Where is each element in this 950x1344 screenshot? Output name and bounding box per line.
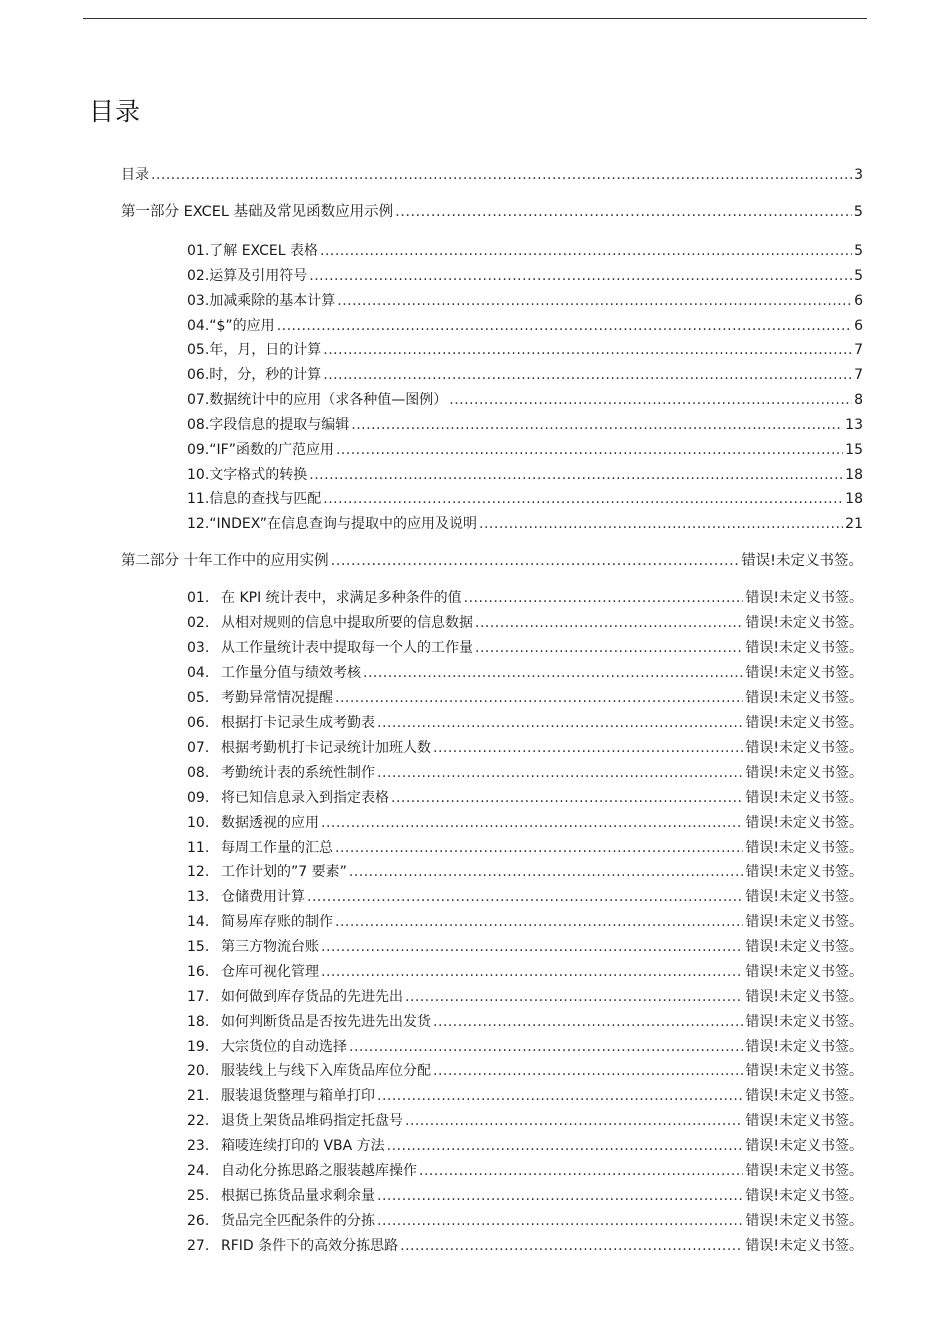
toc-entry[interactable]: [187, 986, 863, 1008]
toc-entry-number: 12.: [187, 864, 210, 880]
toc-leader-dots: [387, 1138, 744, 1154]
toc-entry-label: [187, 712, 375, 732]
toc-leader-dots: [335, 914, 743, 930]
toc-entry-title: 箱唛连续打印的 VBA 方法: [221, 1138, 385, 1154]
toc-entry[interactable]: [187, 637, 863, 659]
toc-entry[interactable]: [187, 488, 863, 510]
toc-leader-dots: [309, 268, 852, 284]
toc-entry[interactable]: [187, 315, 863, 337]
toc-entry-title: 01.了解 EXCEL 表格: [187, 243, 319, 259]
toc-entry-title: 数据透视的应用: [221, 815, 319, 831]
toc-entry-label: [187, 1036, 347, 1056]
toc-leader-dots: [405, 1113, 743, 1129]
toc-entry-title: 货品完全匹配条件的分拣: [221, 1213, 375, 1229]
toc-leader-dots: [475, 640, 743, 656]
toc-heading: 目录: [89, 97, 142, 126]
toc-entry[interactable]: [187, 464, 863, 486]
toc-leader-dots: [377, 1088, 743, 1104]
toc-entry-title: 09.“IF”函数的广范应用: [187, 442, 334, 458]
toc-entry-page: 错误!未定义书签。: [745, 939, 863, 955]
toc-entry-page: 18: [845, 491, 863, 507]
toc-entry-number: 10.: [187, 815, 210, 831]
toc-entry-title: 06.时，分，秒的计算: [187, 367, 322, 383]
toc-entry-title: 12.“INDEX”在信息查询与提取中的应用及说明: [187, 516, 478, 532]
toc-entry-page: 7: [854, 367, 863, 383]
toc-entry-page: 8: [854, 392, 863, 408]
toc-entry-title: 退货上架货品堆码指定托盘号: [221, 1113, 403, 1129]
toc-entry-title: 简易库存账的制作: [221, 914, 333, 930]
toc-entry-page: 6: [854, 293, 863, 309]
toc-leader-dots: [336, 442, 843, 458]
toc-entry[interactable]: [187, 414, 863, 436]
toc-entry-page: 错误!未定义书签。: [745, 889, 863, 905]
toc-leader-dots: [377, 715, 743, 731]
toc-entry[interactable]: [187, 1185, 863, 1207]
toc-entry-title: 10.文字格式的转换: [187, 467, 308, 483]
toc-leader-dots: [323, 342, 852, 358]
toc-leader-dots: [400, 1238, 743, 1254]
toc-leader-dots: [323, 367, 852, 383]
toc-entry-title: RFID 条件下的高效分拣思路: [221, 1238, 399, 1254]
toc-entry-title: 03.加减乘除的基本计算: [187, 293, 336, 309]
toc-entry-page: 5: [853, 204, 863, 220]
toc-entry-number: 04.: [187, 665, 210, 681]
header-rule: [83, 18, 867, 19]
toc-entry-page: 错误!未定义书签。: [745, 1088, 863, 1104]
toc-entry-label: [187, 1011, 431, 1031]
toc-entry-label: [187, 290, 335, 310]
toc-entry-number: 05.: [187, 690, 210, 706]
toc-entry-label: [187, 762, 375, 782]
toc-entry-number: 06.: [187, 715, 210, 731]
toc-entry-page: 错误!未定义书签。: [745, 590, 863, 606]
toc-entry-page: 错误!未定义书签。: [745, 1188, 863, 1204]
toc-leader-dots: [377, 1188, 743, 1204]
toc-entry[interactable]: [187, 837, 863, 859]
toc-entry[interactable]: [187, 439, 863, 461]
toc-entry[interactable]: [187, 1036, 863, 1058]
toc-entry-page: 错误!未定义书签。: [745, 864, 863, 880]
toc-entry-title: 自动化分拣思路之服装越库操作: [221, 1163, 417, 1179]
toc-entry-page: 13: [845, 417, 863, 433]
toc-entry[interactable]: [187, 587, 863, 609]
toc-entry-page: 15: [845, 442, 863, 458]
toc-entry[interactable]: [121, 549, 863, 571]
toc-entry-title: 02.运算及引用符号: [187, 268, 308, 284]
toc-entry-title: 第三方物流台账: [221, 939, 319, 955]
toc-entry-title: 07.数据统计中的应用（求各种值—图例）: [187, 392, 448, 408]
toc-entry-label: [187, 339, 321, 359]
toc-entry-page: 错误!未定义书签。: [745, 815, 863, 831]
toc-leader-dots: [391, 790, 743, 806]
toc-leader-dots: [395, 204, 852, 220]
toc-entry[interactable]: [187, 911, 863, 933]
toc-entry-title: 从相对规则的信息中提取所要的信息数据: [221, 615, 473, 631]
toc-entry-title: 将已知信息录入到指定表格: [221, 790, 389, 806]
toc-entry[interactable]: [187, 1235, 863, 1257]
toc-entry-page: 错误!未定义书签。: [745, 1213, 863, 1229]
toc-entry[interactable]: [187, 290, 863, 312]
toc-entry-number: 26.: [187, 1213, 210, 1229]
toc-entry[interactable]: [187, 662, 863, 684]
toc-entry-title: 根据考勤机打卡记录统计加班人数: [221, 740, 431, 756]
toc-entry-label: [187, 986, 403, 1006]
toc-leader-dots: [449, 392, 852, 408]
toc-entry-number: 03.: [187, 640, 210, 656]
toc-entry-number: 21.: [187, 1088, 210, 1104]
toc-entry-number: 01.: [187, 590, 210, 606]
toc-entry-page: 错误!未定义书签。: [745, 914, 863, 930]
toc-entry-title: 目录: [121, 167, 149, 183]
toc-entry[interactable]: [187, 1210, 863, 1232]
toc-entry-label: [187, 1135, 385, 1155]
toc-entry-number: 14.: [187, 914, 210, 930]
toc-entry-title: 工作计划的”7 要素”: [221, 864, 347, 880]
toc-entry[interactable]: [187, 339, 863, 361]
toc-entry[interactable]: [187, 1085, 863, 1107]
toc-leader-dots: [363, 665, 743, 681]
toc-entry-page: 错误!未定义书签。: [745, 840, 863, 856]
toc-entry-label: [121, 549, 329, 570]
toc-entry-number: 02.: [187, 615, 210, 631]
toc-entry-label: [187, 662, 361, 682]
toc-entry-page: 错误!未定义书签。: [745, 1138, 863, 1154]
toc-leader-dots: [151, 167, 852, 183]
toc-entry-title: 服装线上与线下入库货品库位分配: [221, 1063, 431, 1079]
toc-entry-number: 09.: [187, 790, 210, 806]
toc-leader-dots: [335, 840, 743, 856]
toc-entry-label: [187, 1185, 375, 1205]
toc-entry-page: 错误!未定义书签。: [745, 1163, 863, 1179]
toc-entry-label: [187, 911, 333, 931]
toc-entry-title: 大宗货位的自动选择: [221, 1039, 347, 1055]
toc-entry-label: [187, 837, 333, 857]
toc-entry-label: [121, 164, 149, 184]
toc-entry-page: 7: [854, 342, 863, 358]
toc-entry-label: [187, 1235, 398, 1255]
toc-entry[interactable]: [187, 364, 863, 386]
toc-leader-dots: [337, 293, 852, 309]
toc-entry[interactable]: [187, 936, 863, 958]
toc-entry[interactable]: [187, 687, 863, 709]
toc-entry-page: 21: [845, 516, 863, 532]
toc-leader-dots: [475, 615, 743, 631]
toc-entry-number: 18.: [187, 1014, 210, 1030]
toc-entry-label: [187, 812, 319, 832]
toc-entry-label: [187, 513, 477, 533]
toc-entry[interactable]: [121, 200, 863, 222]
toc-entry-page: 错误!未定义书签。: [745, 964, 863, 980]
toc-entry-page: 错误!未定义书签。: [745, 690, 863, 706]
toc-entry-label: [187, 389, 447, 409]
toc-leader-dots: [377, 765, 743, 781]
toc-entry-label: [187, 687, 333, 707]
toc-entry-page: 错误!未定义书签。: [745, 989, 863, 1005]
toc-leader-dots: [349, 1039, 743, 1055]
toc-entry-page: 5: [854, 268, 863, 284]
toc-entry[interactable]: [187, 737, 863, 759]
toc-entry-page: 错误!未定义书签。: [745, 1063, 863, 1079]
toc-leader-dots: [433, 740, 743, 756]
toc-entry-title: 根据打卡记录生成考勤表: [221, 715, 375, 731]
toc-entry-title: 从工作量统计表中提取每一个人的工作量: [221, 640, 473, 656]
toc-leader-dots: [321, 964, 743, 980]
toc-entry[interactable]: [187, 961, 863, 983]
toc-entry[interactable]: [187, 762, 863, 784]
toc-entry-number: 17.: [187, 989, 210, 1005]
toc-entry-page: 错误!未定义书签。: [745, 640, 863, 656]
toc-entry-title: 根据已拣货品量求剩余量: [221, 1188, 375, 1204]
toc-leader-dots: [349, 864, 744, 880]
toc-entry-label: [187, 587, 462, 607]
toc-entry-page: 错误!未定义书签。: [741, 553, 863, 569]
toc-leader-dots: [307, 889, 743, 905]
toc-entry-label: [187, 464, 307, 484]
toc-entry[interactable]: [187, 812, 863, 834]
toc-entry-label: [187, 961, 319, 981]
toc-entry-label: [187, 414, 349, 434]
toc-entry-number: 07.: [187, 740, 210, 756]
toc-entry-title: 在 KPI 统计表中，求满足多种条件的值: [221, 590, 462, 606]
toc-entry[interactable]: [187, 1011, 863, 1033]
toc-leader-dots: [309, 467, 843, 483]
toc-entry-number: 24.: [187, 1163, 210, 1179]
toc-entry-number: 15.: [187, 939, 210, 955]
toc-entry-label: [187, 1210, 375, 1230]
toc-entry[interactable]: [187, 1160, 863, 1182]
toc-entry[interactable]: [187, 612, 863, 634]
toc-entry-label: [187, 1160, 417, 1180]
toc-entry-page: 错误!未定义书签。: [745, 665, 863, 681]
toc-entry-page: 3: [854, 167, 863, 183]
toc-entry-page: 错误!未定义书签。: [745, 740, 863, 756]
toc-entry[interactable]: [187, 265, 863, 287]
toc-entry-page: 错误!未定义书签。: [745, 1039, 863, 1055]
toc-entry-number: 22.: [187, 1113, 210, 1129]
toc-entry-number: 11.: [187, 840, 210, 856]
toc-entry-title: 08.字段信息的提取与编辑: [187, 417, 350, 433]
toc-leader-dots: [331, 553, 740, 569]
toc-entry-title: 如何判断货品是否按先进先出发货: [221, 1014, 431, 1030]
toc-entry-title: 工作量分值与绩效考核: [221, 665, 361, 681]
toc-entry-label: [187, 936, 319, 956]
toc-entry-title: 第二部分 十年工作中的应用实例: [121, 553, 329, 569]
toc-entry-number: 23.: [187, 1138, 210, 1154]
toc-leader-dots: [335, 690, 743, 706]
toc-leader-dots: [433, 1063, 743, 1079]
toc-entry-label: [187, 364, 321, 384]
toc-entry[interactable]: [187, 513, 863, 535]
toc-entry-page: 5: [854, 243, 863, 259]
toc-entry-page: 错误!未定义书签。: [745, 1238, 863, 1254]
toc-entry-number: 25.: [187, 1188, 210, 1204]
toc-entry[interactable]: [121, 164, 863, 186]
toc-entry-page: 错误!未定义书签。: [745, 615, 863, 631]
toc-entry-title: 仓库可视化管理: [221, 964, 319, 980]
toc-entry-title: 考勤统计表的系统性制作: [221, 765, 375, 781]
toc-leader-dots: [377, 1213, 743, 1229]
toc-leader-dots: [277, 318, 852, 334]
toc-entry-title: 服装退货整理与箱单打印: [221, 1088, 375, 1104]
toc-entry-page: 错误!未定义书签。: [745, 715, 863, 731]
toc-entry-label: [187, 787, 389, 807]
toc-entry[interactable]: [187, 240, 863, 262]
toc-entry-label: [187, 1085, 375, 1105]
toc-entry-page: 错误!未定义书签。: [745, 1113, 863, 1129]
toc-leader-dots: [323, 491, 843, 507]
toc-leader-dots: [321, 815, 743, 831]
toc-entry-title: 仓储费用计算: [221, 889, 305, 905]
toc-entry-page: 错误!未定义书签。: [745, 790, 863, 806]
toc-entry[interactable]: [187, 1110, 863, 1132]
toc-entry-title: 如何做到库存货品的先进先出: [221, 989, 403, 1005]
toc-entry-number: 16.: [187, 964, 210, 980]
toc-entry-page: 错误!未定义书签。: [745, 765, 863, 781]
toc-entry-number: 13.: [187, 889, 210, 905]
toc-entry-number: 19.: [187, 1039, 210, 1055]
toc-entry[interactable]: [187, 861, 863, 883]
toc-entry-page: 6: [854, 318, 863, 334]
toc-entry-label: [187, 439, 334, 459]
toc-entry-title: 04.“$”的应用: [187, 318, 275, 334]
toc-entry-label: [187, 1110, 403, 1130]
toc-entry-title: 考勤异常情况提醒: [221, 690, 333, 706]
toc-entry-label: [187, 265, 307, 285]
toc-leader-dots: [321, 939, 743, 955]
toc-entry-label: [187, 737, 431, 757]
toc-entry-label: [187, 861, 347, 881]
toc-entry-label: [187, 612, 473, 632]
toc-entry-label: [187, 886, 305, 906]
toc-leader-dots: [464, 590, 744, 606]
toc-entry[interactable]: [187, 886, 863, 908]
toc-leader-dots: [405, 989, 743, 1005]
toc-entry-label: [187, 315, 275, 335]
toc-entry-number: 08.: [187, 765, 210, 781]
toc-entry[interactable]: [187, 712, 863, 734]
toc-entry-label: [121, 200, 393, 221]
toc-entry[interactable]: [187, 389, 863, 411]
toc-entry-title: 第一部分 EXCEL 基础及常见函数应用示例: [121, 204, 394, 220]
toc-entry-label: [187, 240, 318, 260]
toc-entry-page: 18: [845, 467, 863, 483]
toc-entry[interactable]: [187, 1135, 863, 1157]
toc-entry-title: 05.年，月，日的计算: [187, 342, 322, 358]
toc-entry[interactable]: [187, 1060, 863, 1082]
toc-entry-title: 11.信息的查找与匹配: [187, 491, 322, 507]
toc-leader-dots: [351, 417, 843, 433]
toc-entry-page: 错误!未定义书签。: [745, 1014, 863, 1030]
toc-entry-label: [187, 488, 321, 508]
toc-entry-number: 20.: [187, 1063, 210, 1079]
toc-leader-dots: [479, 516, 843, 532]
toc-entry-label: [187, 1060, 431, 1080]
toc-entry-label: [187, 637, 473, 657]
toc-leader-dots: [320, 243, 852, 259]
toc-entry-number: 27.: [187, 1238, 210, 1254]
toc-entry-title: 每周工作量的汇总: [221, 840, 333, 856]
toc-leader-dots: [419, 1163, 743, 1179]
toc-entry[interactable]: [187, 787, 863, 809]
toc-leader-dots: [433, 1014, 743, 1030]
